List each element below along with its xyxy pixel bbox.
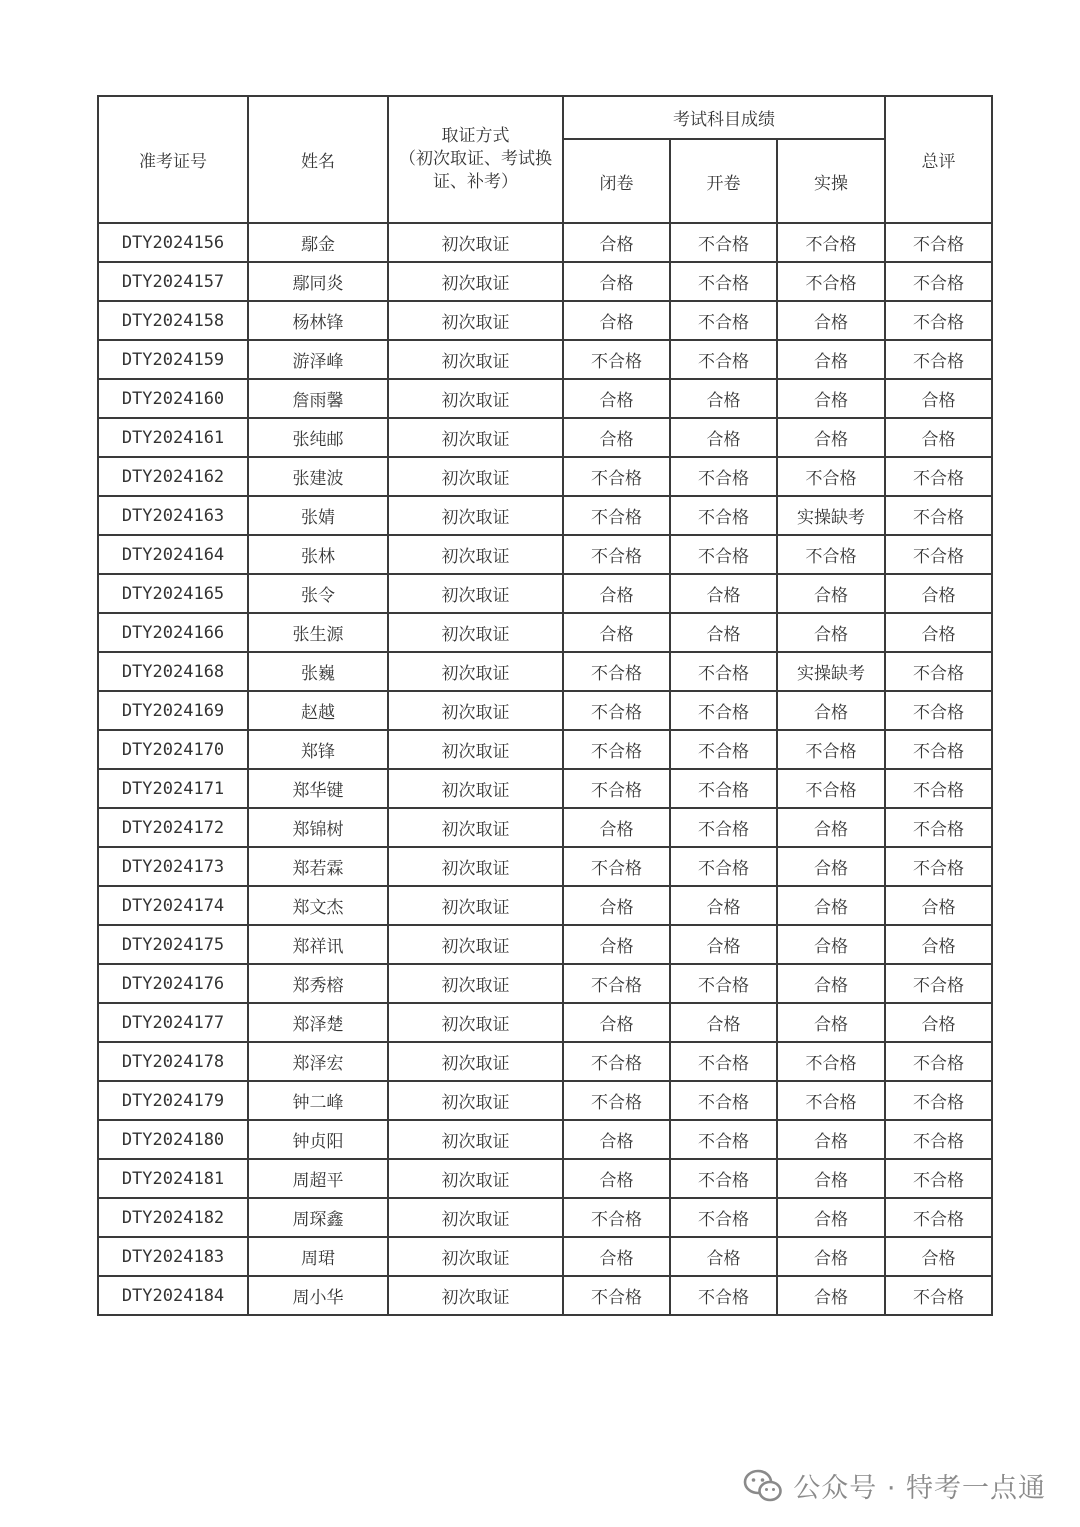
- open-book-cell: 不合格: [670, 262, 777, 301]
- open-book-cell: 不合格: [670, 1042, 777, 1081]
- ticket-number-cell: DTY2024166: [98, 613, 248, 652]
- table-row: [98, 535, 992, 574]
- watermark: [743, 1466, 1046, 1505]
- overall-cell: 不合格: [885, 730, 992, 769]
- name-cell: 张生源: [248, 613, 388, 652]
- overall-cell: 合格: [885, 379, 992, 418]
- cert-method-cell: 初次取证: [388, 223, 563, 262]
- closed-book-cell: 合格: [563, 574, 670, 613]
- closed-book-cell: 不合格: [563, 1276, 670, 1315]
- practical-cell: 合格: [777, 1198, 885, 1237]
- overall-cell: 不合格: [885, 847, 992, 886]
- overall-cell: 合格: [885, 925, 992, 964]
- table-row: [98, 223, 992, 262]
- practical-cell: 合格: [777, 1237, 885, 1276]
- ticket-number-cell: DTY2024176: [98, 964, 248, 1003]
- name-cell: 张林: [248, 535, 388, 574]
- ticket-number-cell: DTY2024180: [98, 1120, 248, 1159]
- closed-book-cell: 不合格: [563, 496, 670, 535]
- table-row: [98, 613, 992, 652]
- table-row: [98, 1042, 992, 1081]
- closed-book-cell: 不合格: [563, 652, 670, 691]
- table-row: [98, 1120, 992, 1159]
- header-row-top: [98, 96, 992, 139]
- closed-book-cell: 不合格: [563, 730, 670, 769]
- ticket-number-cell: DTY2024157: [98, 262, 248, 301]
- ticket-number-cell: DTY2024182: [98, 1198, 248, 1237]
- header-name: 姓名: [248, 96, 388, 223]
- name-cell: 张巍: [248, 652, 388, 691]
- practical-cell: 合格: [777, 301, 885, 340]
- open-book-cell: 合格: [670, 1237, 777, 1276]
- cert-method-cell: 初次取证: [388, 1003, 563, 1042]
- ticket-number-cell: DTY2024177: [98, 1003, 248, 1042]
- ticket-number-cell: DTY2024163: [98, 496, 248, 535]
- practical-cell: 实操缺考: [777, 496, 885, 535]
- name-cell: 郑若霖: [248, 847, 388, 886]
- ticket-number-cell: DTY2024174: [98, 886, 248, 925]
- practical-cell: 合格: [777, 1159, 885, 1198]
- table-row: [98, 769, 992, 808]
- ticket-number-cell: DTY2024170: [98, 730, 248, 769]
- cert-method-cell: 初次取证: [388, 730, 563, 769]
- closed-book-cell: 不合格: [563, 691, 670, 730]
- overall-cell: 不合格: [885, 496, 992, 535]
- wechat-icon: [743, 1469, 783, 1503]
- header-overall: 总评: [885, 96, 992, 223]
- cert-method-cell: 初次取证: [388, 1159, 563, 1198]
- closed-book-cell: 不合格: [563, 769, 670, 808]
- ticket-number-cell: DTY2024184: [98, 1276, 248, 1315]
- closed-book-cell: 合格: [563, 1237, 670, 1276]
- cert-method-cell: 初次取证: [388, 1120, 563, 1159]
- table-row: [98, 808, 992, 847]
- overall-cell: 不合格: [885, 301, 992, 340]
- closed-book-cell: 合格: [563, 886, 670, 925]
- open-book-cell: 合格: [670, 379, 777, 418]
- name-cell: 郑锋: [248, 730, 388, 769]
- header-cert-method-line3: 证、补考）: [433, 172, 518, 192]
- open-book-cell: 合格: [670, 925, 777, 964]
- table-row: [98, 1159, 992, 1198]
- overall-cell: 不合格: [885, 964, 992, 1003]
- ticket-number-cell: DTY2024159: [98, 340, 248, 379]
- practical-cell: 实操缺考: [777, 652, 885, 691]
- open-book-cell: 合格: [670, 613, 777, 652]
- practical-cell: 合格: [777, 847, 885, 886]
- name-cell: 周超平: [248, 1159, 388, 1198]
- name-cell: 鄢金: [248, 223, 388, 262]
- cert-method-cell: 初次取证: [388, 457, 563, 496]
- practical-cell: 不合格: [777, 769, 885, 808]
- open-book-cell: 合格: [670, 1003, 777, 1042]
- cert-method-cell: 初次取证: [388, 535, 563, 574]
- cert-method-cell: 初次取证: [388, 1237, 563, 1276]
- ticket-number-cell: DTY2024179: [98, 1081, 248, 1120]
- header-cert-method: [388, 96, 563, 223]
- closed-book-cell: 合格: [563, 262, 670, 301]
- overall-cell: 不合格: [885, 769, 992, 808]
- cert-method-cell: 初次取证: [388, 652, 563, 691]
- table-row: [98, 457, 992, 496]
- overall-cell: 合格: [885, 886, 992, 925]
- closed-book-cell: 不合格: [563, 964, 670, 1003]
- name-cell: 郑锦树: [248, 808, 388, 847]
- name-cell: 郑泽楚: [248, 1003, 388, 1042]
- name-cell: 郑祥讯: [248, 925, 388, 964]
- overall-cell: 不合格: [885, 691, 992, 730]
- practical-cell: 合格: [777, 808, 885, 847]
- cert-method-cell: 初次取证: [388, 1081, 563, 1120]
- ticket-number-cell: DTY2024156: [98, 223, 248, 262]
- table-row: [98, 886, 992, 925]
- overall-cell: 不合格: [885, 223, 992, 262]
- closed-book-cell: 合格: [563, 1003, 670, 1042]
- cert-method-cell: 初次取证: [388, 379, 563, 418]
- closed-book-cell: 合格: [563, 223, 670, 262]
- table-row: [98, 652, 992, 691]
- header-practical: 实操: [777, 139, 885, 223]
- overall-cell: 合格: [885, 574, 992, 613]
- cert-method-cell: 初次取证: [388, 847, 563, 886]
- name-cell: 张建波: [248, 457, 388, 496]
- open-book-cell: 不合格: [670, 964, 777, 1003]
- ticket-number-cell: DTY2024171: [98, 769, 248, 808]
- closed-book-cell: 合格: [563, 301, 670, 340]
- open-book-cell: 不合格: [670, 652, 777, 691]
- closed-book-cell: 不合格: [563, 340, 670, 379]
- ticket-number-cell: DTY2024173: [98, 847, 248, 886]
- practical-cell: 不合格: [777, 730, 885, 769]
- open-book-cell: 不合格: [670, 457, 777, 496]
- ticket-number-cell: DTY2024164: [98, 535, 248, 574]
- name-cell: 郑秀榕: [248, 964, 388, 1003]
- open-book-cell: 不合格: [670, 691, 777, 730]
- open-book-cell: 不合格: [670, 1198, 777, 1237]
- cert-method-cell: 初次取证: [388, 925, 563, 964]
- name-cell: 钟二峰: [248, 1081, 388, 1120]
- table-row: [98, 1198, 992, 1237]
- header-closed-book: 闭卷: [563, 139, 670, 223]
- overall-cell: 不合格: [885, 1120, 992, 1159]
- overall-cell: 不合格: [885, 808, 992, 847]
- closed-book-cell: 合格: [563, 1120, 670, 1159]
- open-book-cell: 合格: [670, 574, 777, 613]
- table-row: [98, 964, 992, 1003]
- practical-cell: 合格: [777, 925, 885, 964]
- table-row: [98, 1237, 992, 1276]
- table-row: [98, 340, 992, 379]
- cert-method-cell: 初次取证: [388, 574, 563, 613]
- practical-cell: 不合格: [777, 223, 885, 262]
- name-cell: 周珺: [248, 1237, 388, 1276]
- overall-cell: 不合格: [885, 535, 992, 574]
- ticket-number-cell: DTY2024175: [98, 925, 248, 964]
- cert-method-cell: 初次取证: [388, 808, 563, 847]
- open-book-cell: 不合格: [670, 535, 777, 574]
- practical-cell: 不合格: [777, 457, 885, 496]
- cert-method-cell: 初次取证: [388, 301, 563, 340]
- cert-method-cell: 初次取证: [388, 340, 563, 379]
- open-book-cell: 不合格: [670, 769, 777, 808]
- cert-method-cell: 初次取证: [388, 886, 563, 925]
- header-open-book: 开卷: [670, 139, 777, 223]
- practical-cell: 不合格: [777, 262, 885, 301]
- table-row: [98, 379, 992, 418]
- overall-cell: 不合格: [885, 1081, 992, 1120]
- practical-cell: 不合格: [777, 1081, 885, 1120]
- table-row: [98, 496, 992, 535]
- table-row: [98, 691, 992, 730]
- table-row: [98, 730, 992, 769]
- table-row: [98, 574, 992, 613]
- overall-cell: 不合格: [885, 1159, 992, 1198]
- overall-cell: 不合格: [885, 1198, 992, 1237]
- name-cell: 郑华键: [248, 769, 388, 808]
- cert-method-cell: 初次取证: [388, 613, 563, 652]
- table-body: [98, 223, 992, 1315]
- cert-method-cell: 初次取证: [388, 1276, 563, 1315]
- ticket-number-cell: DTY2024160: [98, 379, 248, 418]
- open-book-cell: 不合格: [670, 730, 777, 769]
- closed-book-cell: 不合格: [563, 1198, 670, 1237]
- results-table: [97, 95, 993, 1316]
- name-cell: 张纯邮: [248, 418, 388, 457]
- ticket-number-cell: DTY2024169: [98, 691, 248, 730]
- name-cell: 郑文杰: [248, 886, 388, 925]
- name-cell: 周琛鑫: [248, 1198, 388, 1237]
- closed-book-cell: 不合格: [563, 1081, 670, 1120]
- open-book-cell: 合格: [670, 418, 777, 457]
- table-row: [98, 418, 992, 457]
- name-cell: 张婧: [248, 496, 388, 535]
- name-cell: 詹雨馨: [248, 379, 388, 418]
- open-book-cell: 不合格: [670, 808, 777, 847]
- overall-cell: 合格: [885, 418, 992, 457]
- open-book-cell: 不合格: [670, 1276, 777, 1315]
- practical-cell: 不合格: [777, 535, 885, 574]
- cert-method-cell: 初次取证: [388, 769, 563, 808]
- ticket-number-cell: DTY2024183: [98, 1237, 248, 1276]
- cert-method-cell: 初次取证: [388, 262, 563, 301]
- practical-cell: 合格: [777, 340, 885, 379]
- ticket-number-cell: DTY2024161: [98, 418, 248, 457]
- practical-cell: 合格: [777, 1120, 885, 1159]
- overall-cell: 不合格: [885, 457, 992, 496]
- open-book-cell: 不合格: [670, 1159, 777, 1198]
- cert-method-cell: 初次取证: [388, 1198, 563, 1237]
- practical-cell: 合格: [777, 379, 885, 418]
- open-book-cell: 不合格: [670, 223, 777, 262]
- table-row: [98, 1276, 992, 1315]
- table-row: [98, 1081, 992, 1120]
- header-ticket-number: 准考证号: [98, 96, 248, 223]
- closed-book-cell: 不合格: [563, 457, 670, 496]
- table-row: [98, 925, 992, 964]
- practical-cell: 合格: [777, 613, 885, 652]
- overall-cell: 合格: [885, 1003, 992, 1042]
- name-cell: 郑泽宏: [248, 1042, 388, 1081]
- ticket-number-cell: DTY2024168: [98, 652, 248, 691]
- name-cell: 张令: [248, 574, 388, 613]
- overall-cell: 不合格: [885, 1276, 992, 1315]
- header-cert-method-line1: 取证方式: [441, 126, 510, 146]
- ticket-number-cell: DTY2024158: [98, 301, 248, 340]
- name-cell: 周小华: [248, 1276, 388, 1315]
- open-book-cell: 不合格: [670, 301, 777, 340]
- name-cell: 杨林锋: [248, 301, 388, 340]
- overall-cell: 不合格: [885, 340, 992, 379]
- open-book-cell: 不合格: [670, 496, 777, 535]
- closed-book-cell: 不合格: [563, 535, 670, 574]
- practical-cell: 合格: [777, 418, 885, 457]
- ticket-number-cell: DTY2024181: [98, 1159, 248, 1198]
- open-book-cell: 不合格: [670, 847, 777, 886]
- table-row: [98, 262, 992, 301]
- practical-cell: 合格: [777, 1276, 885, 1315]
- name-cell: 鄢同炎: [248, 262, 388, 301]
- practical-cell: 不合格: [777, 1042, 885, 1081]
- open-book-cell: 不合格: [670, 1081, 777, 1120]
- practical-cell: 合格: [777, 574, 885, 613]
- closed-book-cell: 不合格: [563, 847, 670, 886]
- closed-book-cell: 合格: [563, 925, 670, 964]
- overall-cell: 合格: [885, 613, 992, 652]
- cert-method-cell: 初次取证: [388, 418, 563, 457]
- overall-cell: 不合格: [885, 262, 992, 301]
- open-book-cell: 不合格: [670, 1120, 777, 1159]
- closed-book-cell: 合格: [563, 379, 670, 418]
- table-row: [98, 1003, 992, 1042]
- cert-method-cell: 初次取证: [388, 1042, 563, 1081]
- practical-cell: 合格: [777, 691, 885, 730]
- overall-cell: 合格: [885, 1237, 992, 1276]
- header-subject-scores: 考试科目成绩: [563, 96, 885, 139]
- watermark-text: 公众号 · 特考一点通: [793, 1473, 1046, 1504]
- practical-cell: 合格: [777, 1003, 885, 1042]
- ticket-number-cell: DTY2024162: [98, 457, 248, 496]
- closed-book-cell: 合格: [563, 418, 670, 457]
- practical-cell: 合格: [777, 886, 885, 925]
- table-row: [98, 847, 992, 886]
- open-book-cell: 合格: [670, 886, 777, 925]
- closed-book-cell: 合格: [563, 613, 670, 652]
- closed-book-cell: 合格: [563, 808, 670, 847]
- closed-book-cell: 不合格: [563, 1042, 670, 1081]
- ticket-number-cell: DTY2024178: [98, 1042, 248, 1081]
- ticket-number-cell: DTY2024172: [98, 808, 248, 847]
- cert-method-cell: 初次取证: [388, 964, 563, 1003]
- name-cell: 游泽峰: [248, 340, 388, 379]
- open-book-cell: 不合格: [670, 340, 777, 379]
- practical-cell: 合格: [777, 964, 885, 1003]
- header-cert-method-line2: （初次取证、考试换: [399, 149, 552, 169]
- cert-method-cell: 初次取证: [388, 496, 563, 535]
- name-cell: 赵越: [248, 691, 388, 730]
- closed-book-cell: 合格: [563, 1159, 670, 1198]
- table-row: [98, 301, 992, 340]
- name-cell: 钟贞阳: [248, 1120, 388, 1159]
- overall-cell: 不合格: [885, 1042, 992, 1081]
- ticket-number-cell: DTY2024165: [98, 574, 248, 613]
- overall-cell: 不合格: [885, 652, 992, 691]
- cert-method-cell: 初次取证: [388, 691, 563, 730]
